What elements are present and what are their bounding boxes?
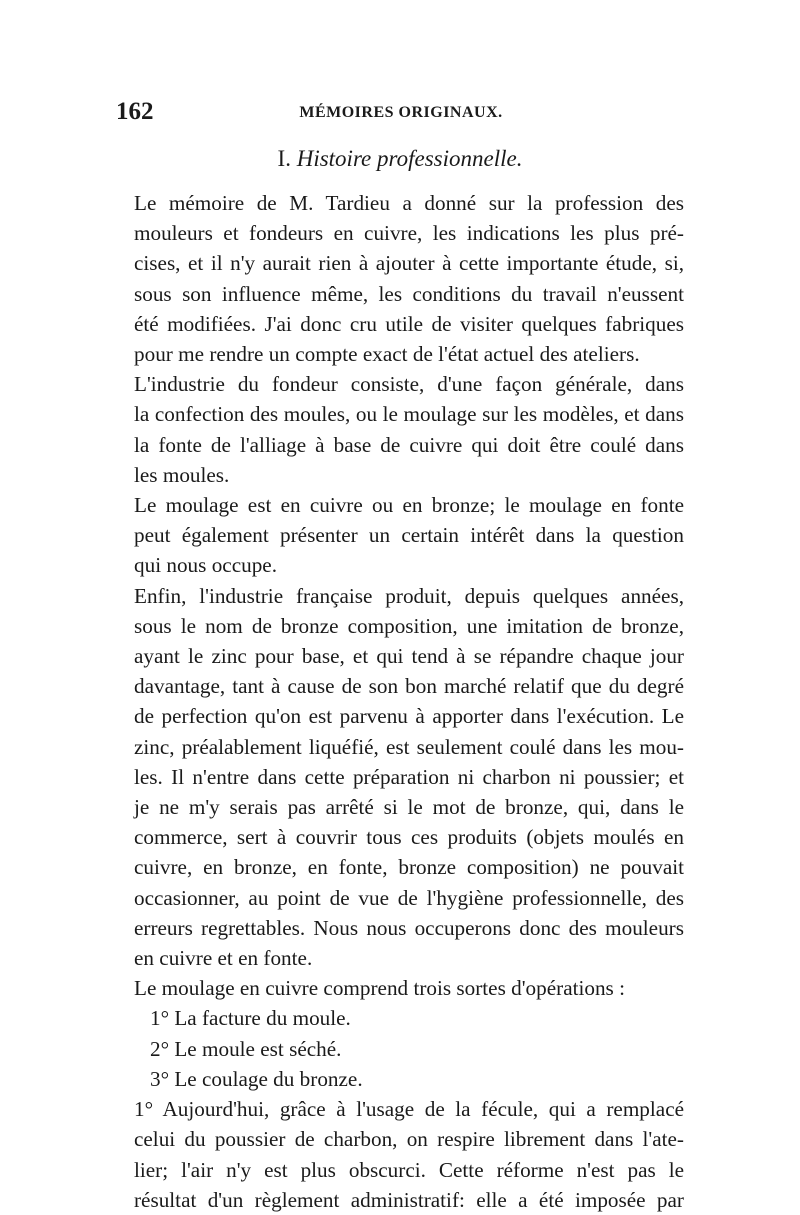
section-title: Histoire professionnelle. [296, 146, 523, 171]
page-number: 162 [116, 98, 154, 125]
running-head: MÉMOIRES ORIGINAUX. [299, 104, 503, 121]
operations-list [108, 1003, 684, 1094]
text-line: Le moulage en cuivre comprend trois sortes d'opérations : [134, 976, 625, 1001]
text-line: davantage, tant à cause de son bon marché relatif que du degré [134, 674, 684, 699]
section-heading [0, 146, 800, 172]
text-line: les moules. [134, 462, 230, 487]
text-line: peut également présenter un certain intérêt dans la question [134, 523, 684, 548]
paragraph-5 [108, 973, 684, 1003]
text-line: 1° Aujourd'hui, grâce à l'usage de la fécule, qui a remplacé [134, 1097, 684, 1122]
text-line: cuivre, en bronze, en fonte, bronze composition) ne pouvait [134, 855, 684, 880]
text-line: cises, et il n'y aurait rien à ajouter à cette importante étude, si, [134, 251, 684, 276]
paragraph-4 [108, 581, 684, 974]
text-line: commerce, sert à couvrir tous ces produits (objets moulés en [134, 825, 684, 850]
section-number: I. [277, 146, 291, 171]
list-item: 1° La facture du moule. [150, 1006, 351, 1031]
text-line: celui du poussier de charbon, on respire librement dans l'ate- [134, 1127, 684, 1152]
text-line: sous son influence même, les conditions du travail n'eussent [134, 281, 684, 306]
text-line: erreurs regrettables. Nous nous occuperons donc des mouleurs [134, 915, 684, 940]
text-line: lier; l'air n'y est plus obscurci. Cette réforme n'est pas le [134, 1157, 684, 1182]
list-item: 3° Le coulage du bronze. [150, 1066, 363, 1091]
paragraph-3 [108, 490, 684, 581]
text-line: mouleurs et fondeurs en cuivre, les indications les plus pré- [134, 221, 684, 246]
list-item: 2° Le moule est séché. [150, 1036, 342, 1061]
body-text [108, 188, 684, 1215]
paragraph-2 [108, 369, 684, 490]
text-line: Enfin, l'industrie française produit, depuis quelques années, [134, 583, 684, 608]
text-line: zinc, préalablement liquéfié, est seulement coulé dans les mou- [134, 734, 684, 759]
text-line: la fonte de l'alliage à base de cuivre qui doit être coulé dans [134, 432, 684, 457]
text-line: été modifiées. J'ai donc cru utile de visiter quelques fabriques [134, 311, 684, 336]
text-line: sous le nom de bronze composition, une imitation de bronze, [134, 613, 684, 638]
text-line: L'industrie du fondeur consiste, d'une façon générale, dans [134, 372, 684, 397]
text-line: occasionner, au point de vue de l'hygiène professionnelle, des [134, 885, 684, 910]
text-line: pour me rendre un compte exact de l'état actuel des ateliers. [134, 342, 640, 367]
paragraph-1 [108, 188, 684, 369]
page-header [116, 98, 686, 132]
text-line: en cuivre et en fonte. [134, 946, 313, 971]
text-line: Le moulage est en cuivre ou en bronze; le moulage en fonte [134, 493, 684, 518]
paragraph-6 [108, 1094, 684, 1215]
text-line: la confection des moules, ou le moulage sur les modèles, et dans [134, 402, 684, 427]
text-line: ayant le zinc pour base, et qui tend à se répandre chaque jour [134, 644, 684, 669]
text-line: résultat d'un règlement administratif: elle a été imposée par [134, 1187, 684, 1212]
text-line: les. Il n'entre dans cette préparation ni charbon ni poussier; et [134, 764, 684, 789]
text-line: de perfection qu'on est parvenu à apporter dans l'exécution. Le [134, 704, 684, 729]
text-line: je ne m'y serais pas arrêté si le mot de bronze, qui, dans le [134, 795, 684, 820]
text-line: qui nous occupe. [134, 553, 277, 578]
text-line: Le mémoire de M. Tardieu a donné sur la profession des [134, 191, 684, 215]
